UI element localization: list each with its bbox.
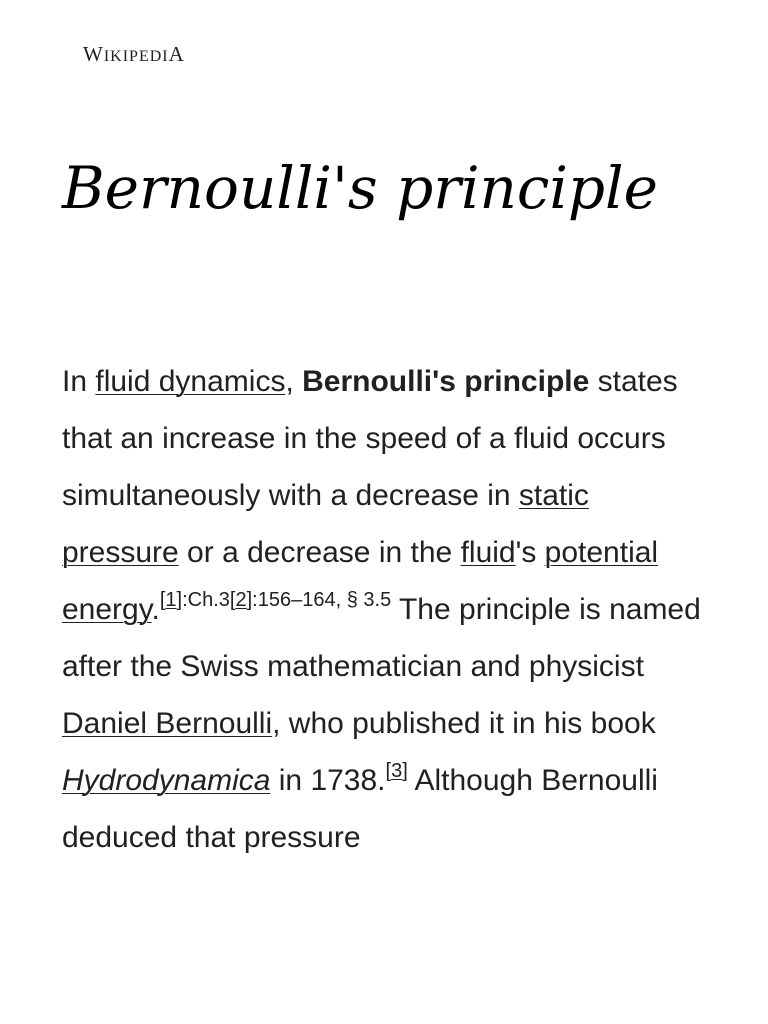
text-named-after: The principle is named after the Swiss mathematician and physicist (62, 593, 701, 683)
wordmark-first-letter: W (83, 42, 104, 66)
text-in-1738: in 1738. (270, 764, 386, 797)
citation-2-link[interactable]: 2 (235, 589, 247, 611)
link-fluid[interactable]: fluid (460, 536, 516, 569)
citation-3 (386, 760, 408, 782)
link-static-pressure[interactable]: static pressure (62, 479, 589, 569)
link-potential-energy[interactable]: potential energy (62, 536, 659, 626)
text-published: , who published it in his book (272, 707, 656, 740)
link-daniel-bernoulli[interactable]: Daniel Bernoulli (62, 707, 273, 740)
text-although: Although Bernoulli deduced that pressure (62, 764, 658, 854)
text-in: In (62, 365, 96, 398)
citation-1-link[interactable]: 1 (165, 589, 177, 611)
ref3-close-bracket: ] (402, 760, 408, 782)
ref2-close-bracket: ] (246, 589, 253, 611)
citation-3-link[interactable]: 3 (391, 760, 403, 782)
page-title: Bernoulli's principle (62, 154, 658, 222)
link-fluid-dynamics[interactable]: fluid dynamics (95, 365, 286, 398)
link-hydrodynamica[interactable]: Hydrodynamica (62, 764, 271, 797)
lead-paragraph (62, 353, 712, 866)
text-or-decrease: or a decrease in the (178, 536, 461, 569)
wikipedia-wordmark[interactable] (83, 42, 185, 67)
citation-2 (230, 589, 391, 611)
text-states: states that an increase in the speed of a fluid occurs simultaneously with a decrease in (62, 365, 678, 512)
wordmark-middle: IKIPEDI (103, 48, 169, 65)
text-period: . (151, 593, 160, 626)
citation-1 (160, 589, 230, 611)
text-comma: , (285, 365, 303, 398)
wordmark-last-letter: A (168, 42, 185, 66)
citation-1-page: :Ch.3 (182, 589, 230, 611)
text-apostrophe-s: 's (515, 536, 545, 569)
citation-2-page: :156–164, § 3.5 (252, 589, 392, 611)
bold-subject: Bernoulli's principle (302, 365, 590, 398)
ref1-close-bracket: ] (176, 589, 183, 611)
ref1-open-bracket: [ (159, 589, 166, 611)
ref3-open-bracket: [ (385, 760, 392, 782)
ref2-open-bracket: [ (229, 589, 236, 611)
